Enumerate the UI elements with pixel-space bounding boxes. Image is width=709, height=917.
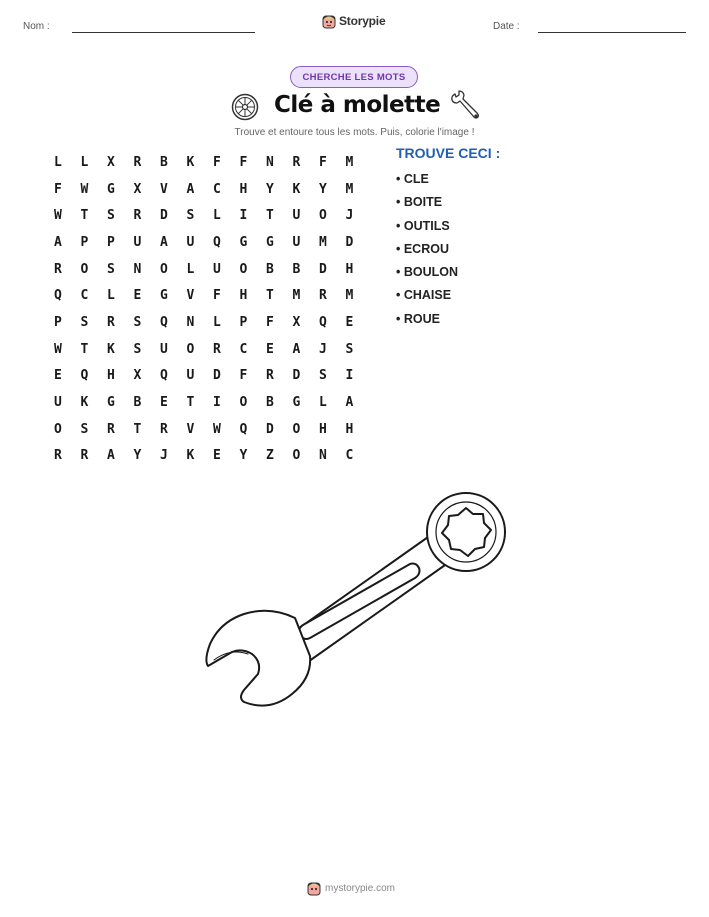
grid-letter[interactable]: U: [160, 341, 168, 357]
word-list-item: • CHAISE: [396, 288, 452, 303]
grid-letter[interactable]: D: [266, 421, 274, 437]
grid-letter[interactable]: B: [160, 154, 168, 170]
grid-letter[interactable]: S: [107, 261, 115, 277]
grid-letter[interactable]: U: [213, 261, 221, 277]
grid-letter[interactable]: T: [80, 208, 89, 224]
grid-letter[interactable]: X: [107, 154, 115, 170]
grid-letter[interactable]: L: [213, 314, 221, 330]
word-list-item: • BOULON: [396, 265, 459, 280]
grid-row: [50, 389, 368, 416]
grid-letter[interactable]: G: [292, 395, 301, 411]
grid-letter[interactable]: B: [266, 395, 274, 411]
grid-letter[interactable]: P: [239, 314, 248, 330]
grid-letter[interactable]: I: [213, 395, 221, 411]
grid-letter[interactable]: S: [133, 341, 142, 357]
grid-letter[interactable]: Q: [160, 368, 168, 384]
grid-letter[interactable]: L: [186, 261, 195, 277]
grid-letter[interactable]: A: [292, 341, 301, 357]
grid-letter[interactable]: U: [186, 234, 195, 250]
grid-letter[interactable]: F: [266, 314, 274, 330]
grid-letter[interactable]: M: [345, 181, 354, 197]
brand-logo: [322, 13, 385, 29]
grid-letter[interactable]: L: [319, 395, 327, 411]
grid-letter[interactable]: G: [107, 181, 115, 197]
grid-letter[interactable]: K: [80, 395, 89, 411]
grid-letter[interactable]: S: [133, 314, 142, 330]
grid-letter[interactable]: S: [107, 208, 115, 224]
grid-letter[interactable]: D: [213, 368, 221, 384]
grid-letter[interactable]: V: [186, 288, 195, 304]
grid-letter[interactable]: E: [54, 368, 62, 384]
grid-letter[interactable]: V: [186, 421, 195, 437]
grid-letter[interactable]: Y: [133, 448, 142, 464]
grid-letter[interactable]: X: [292, 314, 301, 330]
footer: [307, 880, 395, 896]
small-wrench-icon: [449, 90, 481, 122]
grid-letter[interactable]: H: [319, 421, 327, 437]
grid-letter[interactable]: W: [54, 341, 62, 357]
grid-letter[interactable]: Q: [239, 421, 248, 437]
grid-letter[interactable]: E: [160, 395, 168, 411]
grid-row: [50, 176, 368, 203]
grid-row: [50, 363, 368, 390]
grid-letter[interactable]: N: [266, 154, 274, 170]
grid-letter[interactable]: H: [107, 368, 115, 384]
grid-letter[interactable]: H: [345, 421, 354, 437]
word-list-item: • ECROU: [396, 241, 449, 256]
grid-letter[interactable]: K: [186, 448, 195, 464]
word-search-grid: [50, 149, 368, 469]
grid-letter[interactable]: O: [292, 421, 301, 437]
grid-letter[interactable]: O: [239, 395, 248, 411]
grid-letter[interactable]: G: [160, 288, 168, 304]
grid-row: [50, 282, 368, 309]
grid-row: [50, 256, 368, 283]
grid-letter[interactable]: R: [54, 261, 62, 277]
grid-letter[interactable]: Z: [266, 448, 274, 464]
grid-row: [50, 309, 368, 336]
footer-url: mystorypie.com: [325, 882, 396, 894]
grid-letter[interactable]: O: [186, 341, 195, 357]
grid-letter[interactable]: U: [292, 234, 301, 250]
grid-letter[interactable]: S: [186, 208, 195, 224]
grid-letter[interactable]: R: [213, 341, 221, 357]
grid-letter[interactable]: F: [54, 181, 62, 197]
grid-letter[interactable]: R: [160, 421, 168, 437]
grid-letter[interactable]: K: [292, 181, 301, 197]
grid-letter[interactable]: E: [266, 341, 274, 357]
grid-letter[interactable]: M: [319, 234, 327, 250]
grid-letter[interactable]: Q: [160, 314, 168, 330]
grid-letter[interactable]: F: [239, 368, 248, 384]
grid-letter[interactable]: U: [133, 234, 142, 250]
grid-letter[interactable]: F: [319, 154, 327, 170]
grid-letter[interactable]: B: [133, 395, 142, 411]
grid-letter[interactable]: I: [239, 208, 248, 224]
grid-letter[interactable]: J: [345, 208, 354, 224]
grid-letter[interactable]: A: [160, 234, 168, 250]
grid-letter[interactable]: K: [107, 341, 115, 357]
grid-letter[interactable]: G: [239, 234, 248, 250]
word-list-item: • BOITE: [396, 195, 443, 210]
grid-letter[interactable]: S: [319, 368, 327, 384]
grid-letter[interactable]: N: [186, 314, 195, 330]
grid-letter[interactable]: T: [186, 395, 195, 411]
grid-letter[interactable]: Y: [239, 448, 248, 464]
grid-letter[interactable]: Q: [80, 368, 89, 384]
grid-letter[interactable]: T: [266, 208, 274, 224]
grid-letter[interactable]: B: [292, 261, 301, 277]
grid-letter[interactable]: W: [213, 421, 221, 437]
grid-letter[interactable]: P: [107, 234, 115, 250]
brand-name: Storypie: [339, 14, 386, 28]
grid-letter[interactable]: V: [160, 181, 168, 197]
grid-letter[interactable]: R: [54, 448, 62, 464]
grid-letter[interactable]: O: [239, 261, 248, 277]
grid-letter[interactable]: U: [186, 368, 195, 384]
grid-letter[interactable]: H: [345, 261, 354, 277]
grid-letter[interactable]: K: [186, 154, 195, 170]
grid-letter[interactable]: D: [319, 261, 327, 277]
grid-letter[interactable]: T: [80, 341, 89, 357]
grid-letter[interactable]: W: [80, 181, 89, 197]
grid-letter[interactable]: Y: [266, 181, 274, 197]
grid-letter[interactable]: H: [239, 181, 248, 197]
grid-letter[interactable]: L: [107, 288, 115, 304]
grid-letter[interactable]: T: [133, 421, 142, 437]
grid-letter[interactable]: Q: [213, 234, 221, 250]
grid-letter[interactable]: R: [107, 421, 115, 437]
name-line: [72, 32, 255, 33]
grid-letter[interactable]: E: [213, 448, 221, 464]
grid-row: [50, 149, 368, 176]
grid-letter[interactable]: G: [266, 234, 274, 250]
wheel-icon: [230, 92, 260, 122]
grid-letter[interactable]: L: [213, 208, 221, 224]
grid-letter[interactable]: E: [133, 288, 142, 304]
grid-letter[interactable]: X: [133, 368, 142, 384]
grid-letter[interactable]: C: [239, 341, 248, 357]
grid-letter[interactable]: P: [80, 234, 89, 250]
grid-letter[interactable]: N: [133, 261, 142, 277]
grid-letter[interactable]: L: [80, 154, 89, 170]
page-title: Clé à molette: [274, 92, 441, 118]
instructions: Trouve et entoure tous les mots. Puis, colorie l'image !: [234, 127, 475, 138]
pie-mascot-icon: [307, 880, 321, 896]
grid-letter[interactable]: N: [319, 448, 327, 464]
grid-letter[interactable]: M: [345, 154, 354, 170]
grid-letter[interactable]: C: [80, 288, 89, 304]
pie-mascot-icon: [322, 13, 336, 29]
grid-letter[interactable]: D: [160, 208, 168, 224]
grid-row: [50, 336, 368, 363]
date-label: Date :: [493, 21, 520, 32]
date-line: [538, 32, 686, 33]
grid-row: [50, 202, 368, 229]
grid-row: [50, 229, 368, 256]
grid-letter[interactable]: M: [345, 288, 354, 304]
grid-row: [50, 443, 368, 470]
grid-letter[interactable]: C: [213, 181, 221, 197]
grid-letter[interactable]: F: [213, 154, 221, 170]
name-label: Nom :: [23, 21, 50, 32]
grid-letter[interactable]: W: [54, 208, 62, 224]
grid-letter[interactable]: L: [54, 154, 62, 170]
grid-letter[interactable]: F: [213, 288, 221, 304]
grid-letter[interactable]: Y: [319, 181, 327, 197]
grid-letter[interactable]: R: [80, 448, 89, 464]
grid-letter[interactable]: X: [133, 181, 142, 197]
word-list-item: • ROUE: [396, 311, 440, 326]
wrench-illustration: [200, 488, 512, 712]
grid-letter[interactable]: B: [266, 261, 274, 277]
grid-letter[interactable]: S: [80, 421, 89, 437]
category-badge: CHERCHE LES MOTS: [290, 66, 418, 88]
grid-letter[interactable]: R: [107, 314, 115, 330]
grid-letter[interactable]: T: [266, 288, 274, 304]
grid-letter[interactable]: A: [54, 234, 62, 250]
word-list-item: • CLE: [396, 172, 429, 186]
grid-letter[interactable]: Q: [54, 288, 62, 304]
grid-letter[interactable]: J: [160, 448, 168, 464]
grid-letter[interactable]: H: [239, 288, 248, 304]
grid-letter[interactable]: O: [54, 421, 62, 437]
word-list-title: TROUVE CECI :: [396, 145, 501, 161]
grid-letter[interactable]: C: [345, 448, 354, 464]
grid-letter[interactable]: A: [107, 448, 115, 464]
word-list-item: • OUTILS: [396, 218, 450, 233]
grid-letter[interactable]: U: [292, 208, 301, 224]
grid-letter[interactable]: I: [345, 368, 354, 384]
grid-letter[interactable]: G: [107, 395, 115, 411]
grid-letter[interactable]: E: [345, 314, 354, 330]
grid-letter[interactable]: Q: [319, 314, 327, 330]
grid-letter[interactable]: R: [319, 288, 327, 304]
grid-letter[interactable]: F: [239, 154, 248, 170]
grid-letter[interactable]: J: [319, 341, 327, 357]
grid-letter[interactable]: U: [54, 395, 62, 411]
grid-letter[interactable]: A: [186, 181, 195, 197]
grid-letter[interactable]: O: [292, 448, 301, 464]
grid-letter[interactable]: A: [345, 395, 354, 411]
word-list: [396, 172, 458, 335]
grid-letter[interactable]: R: [266, 368, 274, 384]
grid-letter[interactable]: S: [345, 341, 354, 357]
grid-letter[interactable]: D: [292, 368, 301, 384]
grid-letter[interactable]: R: [133, 208, 142, 224]
grid-letter[interactable]: P: [54, 314, 62, 330]
grid-letter[interactable]: O: [319, 208, 327, 224]
grid-letter[interactable]: M: [292, 288, 301, 304]
grid-letter[interactable]: O: [160, 261, 168, 277]
grid-letter[interactable]: R: [292, 154, 301, 170]
grid-row: [50, 416, 368, 443]
grid-letter[interactable]: D: [345, 234, 354, 250]
grid-letter[interactable]: O: [80, 261, 89, 277]
grid-letter[interactable]: R: [133, 154, 142, 170]
grid-letter[interactable]: S: [80, 314, 89, 330]
